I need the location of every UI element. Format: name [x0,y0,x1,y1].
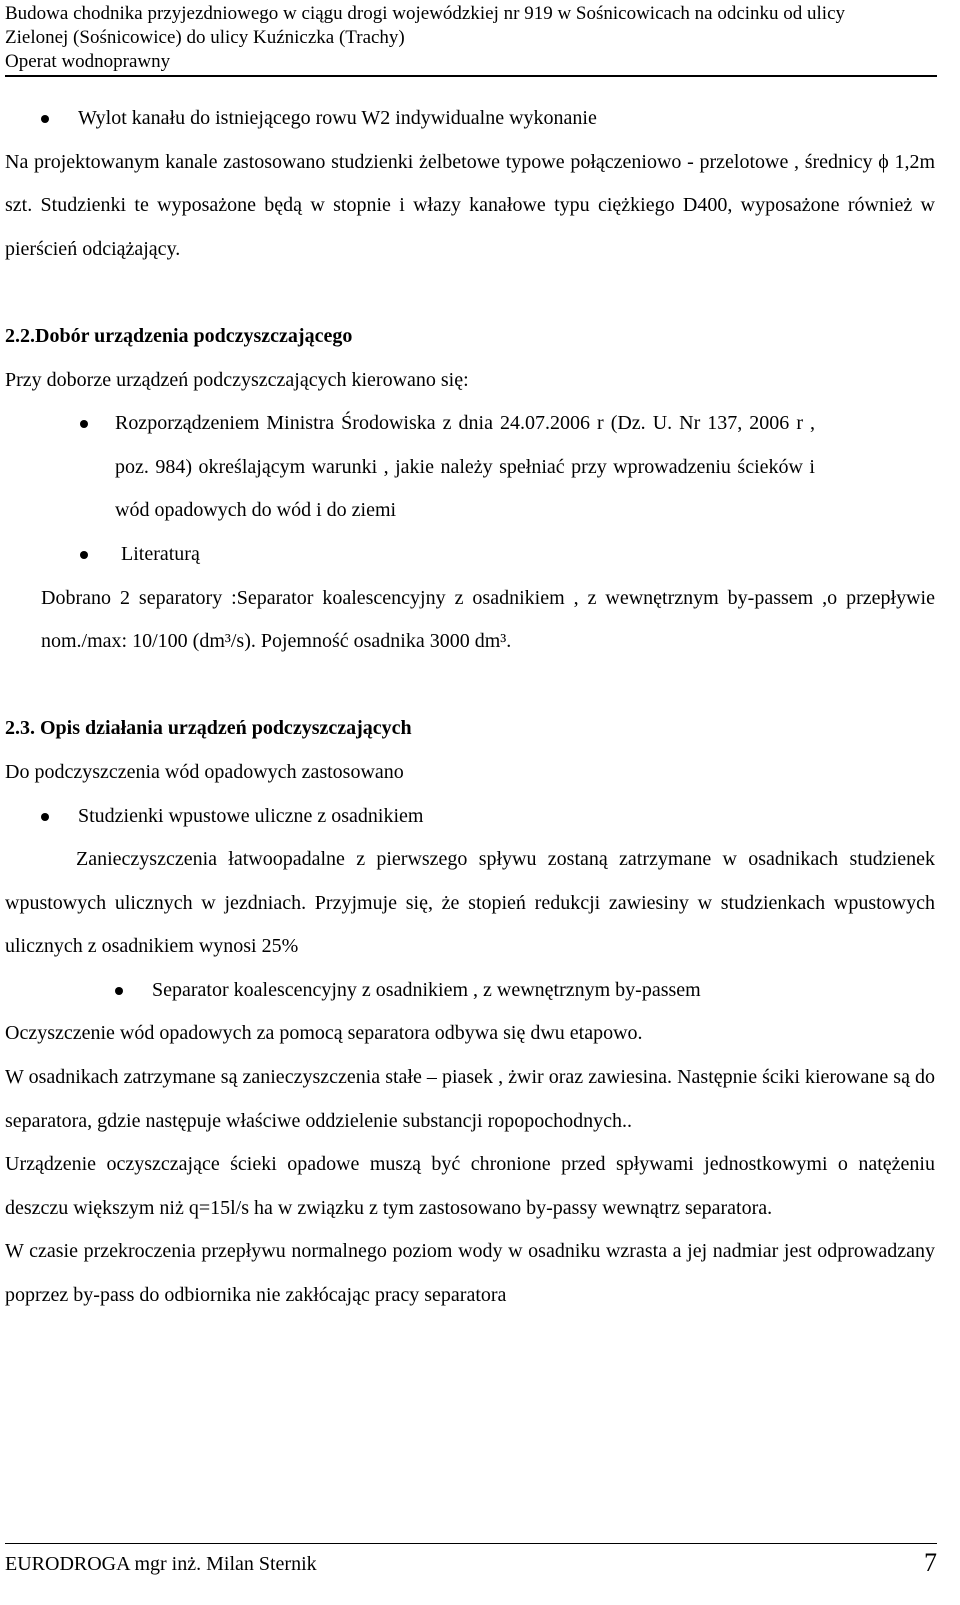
bullet-text: Rozporządzeniem Ministra Środowiska z dnia 24.07.2006 r (Dz. U. Nr 137, 2006 r , poz. 984) określającym warunki , jakie należy spełniać przy wprowadzeniu ścieków i wód opadowych do wód i do ziemi [115,412,815,522]
paragraph-w-czasie: W czasie przekroczenia przepływu normalnego poziom wody w osadniku wzrasta a jej nadmiar jest odprowadzany poprzez by-pass do odbiornika nie zakłócając pracy separatora [5,1240,935,1307]
bullet-icon [80,551,88,559]
paragraph-doborze: Przy doborze urządzeń podczyszczających kierowano się: [5,368,469,391]
footer-author: EURODROGA mgr inż. Milan Sternik [5,1553,317,1575]
bullet-text: Literaturą [121,542,200,565]
page-header [5,2,937,77]
section-heading-2-3: 2.3. Opis działania urządzeń podczyszczających [5,717,412,740]
paragraph-oczyszczenie: Oczyszczenie wód opadowych za pomocą separatora odbywa się dwu etapowo. [5,1022,643,1045]
bullet-text: Separator koalescencyjny z osadnikiem , z wewnętrznym by-passem [152,978,701,1001]
page-footer [5,1543,937,1576]
bullet-icon [115,987,123,995]
paragraph-w-osadnikach: W osadnikach zatrzymane są zanieczyszczenia stałe – piasek , żwir oraz zawiesina. Następnie ściki kierowane są do separatora, gdzie następuje właściwe oddzielenie substancji ropopochodnych.. [5,1066,935,1132]
header-title-line-1: Budowa chodnika przyjezdniowego w ciągu drogi wojewódzkiej nr 919 w Sośnicowicach na odcinku od ulicy [5,3,846,24]
bullet-item-w2 [5,97,935,141]
page-number: 7 [924,1548,937,1577]
bullet-item-literatura [5,533,935,577]
paragraph-dobrano: Dobrano 2 separatory :Separator koalescencyjny z osadnikiem , z wewnętrznym by-passem ,o przepływie nom./max: 10/100 (dm³/s). Pojemność osadnika 3000 dm³. [41,586,935,653]
bullet-text: Wylot kanału do istniejącego rowu W2 indywidualne wykonanie [78,107,597,129]
bullet-item-rozporzadzenie [5,402,815,533]
paragraph-urzadzenie: Urządzenie oczyszczające ścieki opadowe muszą być chronione przed spływami jednostkowymi o natężeniu deszczu większym niż q=15l/s ha w związku z tym zastosowano by-passy wewnątrz separatora. [5,1153,935,1219]
bullet-icon [41,115,49,123]
paragraph-studzienki: Na projektowanym kanale zastosowano studzienki żelbetowe typowe połączeniowo - przelotowe , średnicy ϕ 1,2m szt. Studzienki te wyposażone będą w stopnie i włazy kanałowe typu ciężkiego D400, wyposażone również w pierścień odciążający. [5,150,935,260]
paragraph-do-podczyszczenia: Do podczyszczenia wód opadowych zastosowano [5,760,404,783]
paragraph-zanieczyszczenia: Zanieczyszczenia łatwoopadalne z pierwszego spływu zostaną zatrzymane w osadnikach studzienek wpustowych ulicznych w jezdniach. Przyjmuje się, że stopień redukcji zawiesiny w studzienkach wpustowych ulicznych z osadnikiem wynosi 25% [5,848,935,958]
header-subtitle: Operat wodnoprawny [5,51,171,72]
bullet-item-separator [5,969,935,1013]
bullet-text: Studzienki wpustowe uliczne z osadnikiem [78,804,424,827]
bullet-icon [80,420,88,428]
bullet-item-studzienki-wpustowe [5,795,935,839]
header-title-line-2: Zielonej (Sośnicowice) do ulicy Kuźniczka (Trachy) [5,27,405,48]
section-heading-2-2: 2.2.Dobór urządzenia podczyszczającego [5,324,353,347]
bullet-icon [41,813,49,821]
document-body [5,97,935,1318]
